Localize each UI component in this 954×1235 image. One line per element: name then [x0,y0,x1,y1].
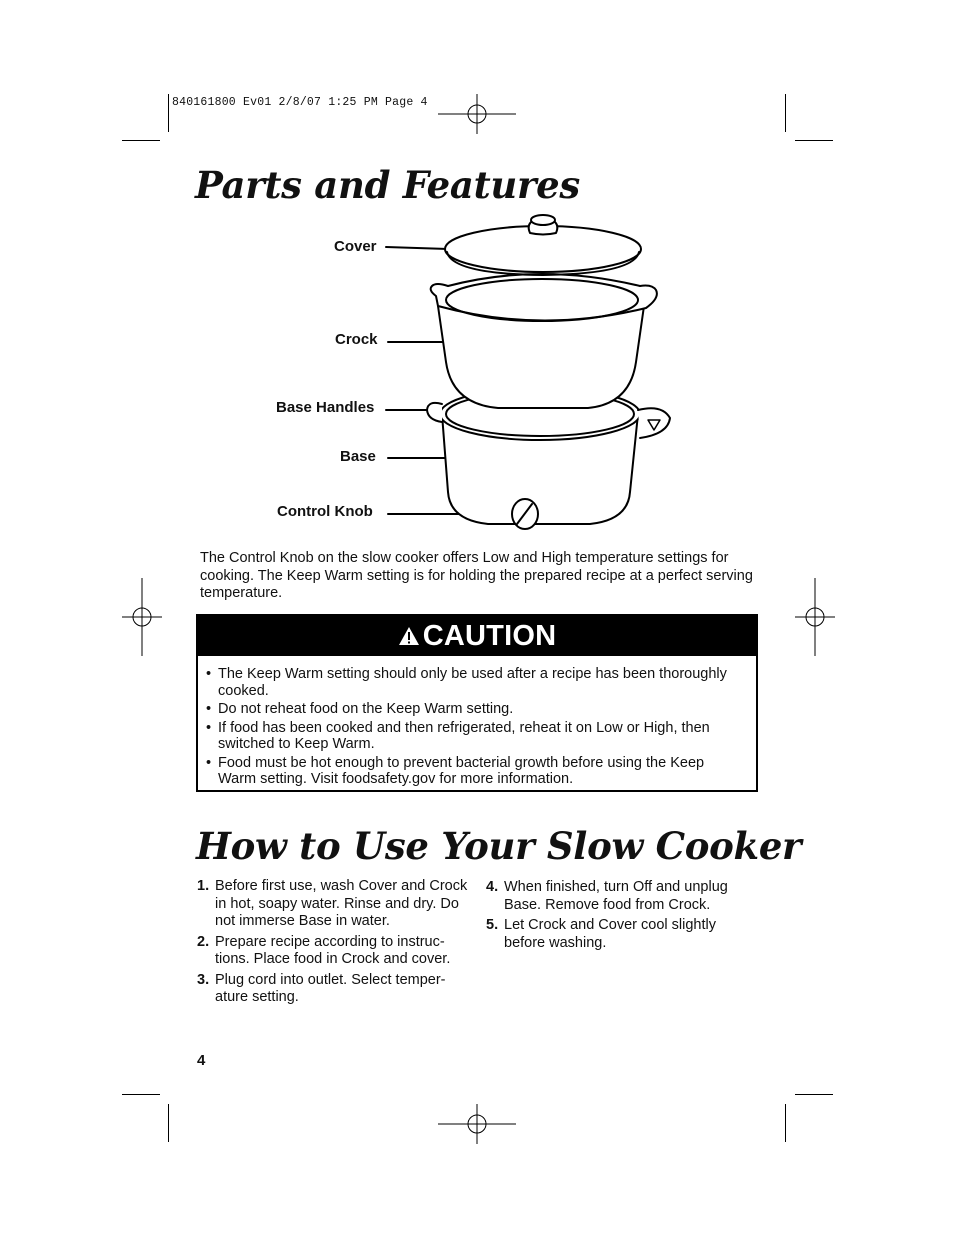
label-base-handles: Base Handles [276,399,375,416]
step-text: Prepare recipe according to instruc-tions. Place food in Crock and cover. [215,933,451,967]
caution-title: CAUTION [422,619,557,652]
leader-cover [386,247,448,249]
registration-mark-right-icon [795,578,835,656]
caution-item: • If food has been cooked and then refrigerated, reheat it on Low or High, then switched to Keep Warm. [204,720,740,753]
step-item [486,879,751,914]
page-number: 4 [197,1052,206,1069]
caution-item: • The Keep Warm setting should only be used after a recipe has been thoroughly cooked. [204,666,740,699]
step-item [197,878,472,931]
step-number: 4. [486,879,499,895]
crock-icon [431,274,657,408]
step-number: 3. [197,971,210,988]
registration-mark-top-icon [438,94,516,134]
parts-description: The Control Knob on the slow cooker offers Low and High temperature settings for cooking. The Keep Warm setting is for holding the prepared recipe at a perfect serving temperature. [200,550,753,601]
label-cover: Cover [334,238,377,255]
step-number: 5. [486,917,499,933]
steps-column-right [486,879,751,955]
label-base: Base [340,448,376,465]
warning-triangle-icon [398,626,420,646]
control-knob-icon [512,499,538,529]
registration-mark-bottom-icon [438,1104,516,1144]
step-text: Plug cord into outlet. Select temper-ature setting. [215,971,446,1005]
steps-column-left [197,878,472,1010]
step-number: 2. [197,933,210,950]
step-item [486,917,751,952]
slow-cooker-diagram [380,205,690,540]
caution-item: • Do not reheat food on the Keep Warm setting. [204,701,740,718]
step-text: Let Crock and Cover cool slightly before washing. [504,917,716,951]
label-crock: Crock [335,331,378,348]
caution-header [198,616,756,656]
cover-icon [445,215,641,275]
step-number: 1. [197,878,210,894]
label-control-knob: Control Knob [277,503,373,520]
usage-title: How to Use Your Slow Cooker [196,824,802,868]
step-text: When finished, turn Off and unplug Base. Remove food from Crock. [504,879,728,913]
registration-mark-left-icon [122,578,162,656]
caution-box [196,614,758,792]
step-item [197,972,472,1007]
parts-title: Parts and Features [195,163,580,207]
step-text: Before first use, wash Cover and Crock in hot, soapy water. Rinse and dry. Do not immerse Base in water. [215,878,468,929]
caution-list [198,666,756,788]
print-slug: 840161800 Ev01 2/8/07 1:25 PM Page 4 [172,96,428,109]
step-item [197,934,472,969]
caution-item: • Food must be hot enough to prevent bacterial growth before using the Keep Warm setting. Visit foodsafety.gov for more information. [204,755,740,788]
